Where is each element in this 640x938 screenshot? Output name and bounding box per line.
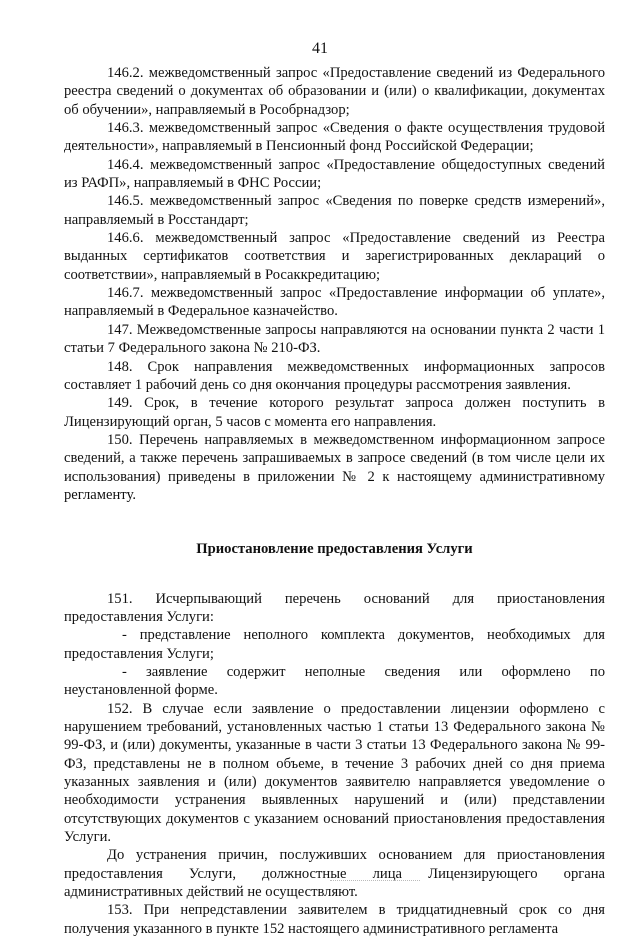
paragraph-152: 152. В случае если заявление о предоставлении лицензии оформлено с нарушением требований, установленных частью 1 статьи 13 Федерального закона № 99-ФЗ, и (или) документы, указанные в части 3 статьи 13 Федерального закона № 99-ФЗ, представлены не в полном объеме, в течение 3 рабочих дней со дня приема указанных заявления и (или) документов заявителю направляется уведомление о необходимости устранения выявленных нарушений и (или) представлении отсутствующих документов с указанием оснований приостановления предоставления Услуги. xyxy=(64,700,605,846)
page-number: 41 xyxy=(312,40,328,57)
section-heading: Приостановление предоставления Услуги xyxy=(196,541,473,558)
document-body xyxy=(64,64,605,938)
paragraph-146-3: 146.3. межведомственный запрос «Сведения о факте осуществления трудовой деятельности», направляемый в Пенсионный фонд Российской Федерации; xyxy=(64,120,605,155)
paragraph-146-5: 146.5. межведомственный запрос «Сведения по поверке средств измерений», направляемый в Росстандарт; xyxy=(64,193,605,228)
paragraph-151: 151. Исчерпывающий перечень оснований для приостановления предоставления Услуги: xyxy=(64,590,605,625)
spacer xyxy=(64,504,605,540)
dash-item-1: - представление неполного комплекта документов, необходимых для предоставления Услуги; xyxy=(64,627,605,662)
spacer xyxy=(64,559,605,590)
paragraph-152-continuation: До устранения причин, послуживших основанием для приостановления предоставления Услуги, должностные лица Лицензирующего органа административных действий не осуществляют. xyxy=(64,847,605,901)
scan-artifact xyxy=(330,880,420,891)
paragraph-153: 153. При непредставлении заявителем в тридцатидневный срок со дня получения указанного в пункте 152 настоящего административного регламента xyxy=(64,902,605,937)
paragraph-146-6: 146.6. межведомственный запрос «Предоставление сведений из Реестра выданных сертификатов соответствия и зарегистрированных деклараций о соответствии», направляемый в Росаккредитацию; xyxy=(64,230,605,283)
paragraph-149: 149. Срок, в течение которого результат запроса должен поступить в Лицензирующий орган, 5 часов с момента его направления. xyxy=(64,395,605,430)
paragraph-150: 150. Перечень направляемых в межведомственном информационном запросе сведений, а также перечень запрашиваемых в запросе сведений (в том числе цели их использования) приведены в приложении № 2 к настоящему административному регламенту. xyxy=(64,431,605,503)
dash-item-2: - заявление содержит неполные сведения или оформлено по неустановленной форме. xyxy=(64,663,605,699)
paragraph-148: 148. Срок направления межведомственных информационных запросов составляет 1 рабочий день со дня окончания процедуры рассмотрения заявления. xyxy=(64,358,605,393)
paragraph-146-4: 146.4. межведомственный запрос «Предоставление общедоступных сведений из РАФП», направляемый в ФНС России; xyxy=(64,156,605,192)
paragraph-146-2: 146.2. межведомственный запрос «Предоставление сведений из Федерального реестра сведений о документах об образовании и (или) о квалификации, документах об обучении», направляемый в Рособрнадзор; xyxy=(64,65,605,118)
paragraph-147: 147. Межведомственные запросы направляются на основании пункта 2 части 1 статьи 7 Федерального закона № 210-ФЗ. xyxy=(64,321,605,357)
paragraph-146-7: 146.7. межведомственный запрос «Предоставление информации об уплате», направляемый в Федеральное казначейство. xyxy=(64,285,605,320)
